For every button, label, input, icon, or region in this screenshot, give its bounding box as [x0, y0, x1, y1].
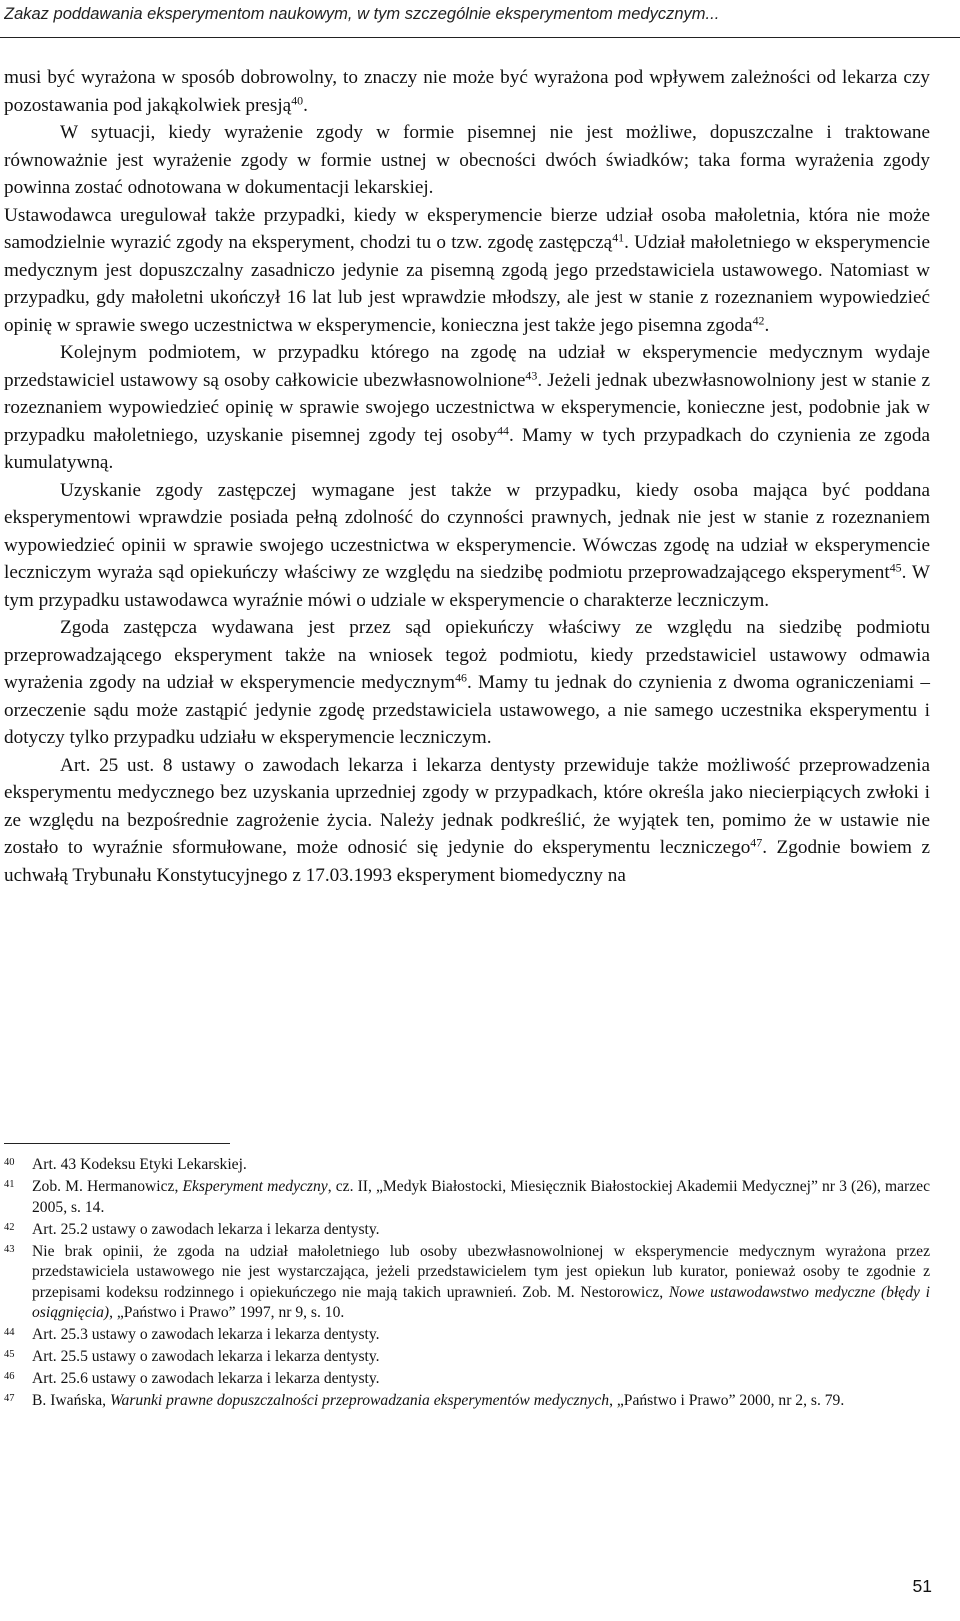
paragraph-text: Zgoda zastępcza wydawana jest przez sąd opiekuńczy właściwy ze względu na siedzibę podmiotu przeprowadzającego eksperyment także na wniosek tegoż podmiotu, kiedy przedstawiciel ustawowy odmawia wyrażenia zgody na udział w eksperymencie medycznym [4, 617, 930, 693]
paragraph-7 [4, 752, 930, 890]
footnote-number: 40 [4, 1157, 15, 1168]
footnotes-section [4, 1155, 930, 1413]
footnote-ref[interactable]: 42 [752, 312, 765, 327]
footnote-number: 43 [4, 1243, 15, 1255]
footnote-text: Art. 25.6 ustawy o zawodach lekarza i lekarza dentysty. [32, 1370, 380, 1387]
footnote-divider [4, 1143, 230, 1144]
footnote-number: 46 [4, 1371, 15, 1382]
paragraph-text: . Mamy tu jednak do czynienia z dwoma ograniczeniami – orzeczenie sądu może zastąpić jedynie zgodę przedstawiciela ustawowego, a nie samego uczestnika eksperymentu i dotyczy tylko przypadku udziału w eksperymencie leczniczym. [4, 672, 930, 748]
paragraph-text: . Zgodnie bowiem z uchwałą Trybunału Konstytucyjnego z 17.03.1993 eksperyment biomedyczny na [4, 837, 930, 886]
footnote-title: Nowe ustawodawstwo medyczne (błędy i osiągnięcia) [32, 1283, 930, 1321]
paragraph-text: Uzyskanie zgody zastępczej wymagane jest także w przypadku, kiedy osoba mająca być poddana eksperymentowi wprawdzie posiada pełną zdolność do czynności prawnych, jednak nie jest w stanie z rozeznaniem wypowiedzieć opinii w sprawie swojego uczestnictwa w eksperymencie. Wówczas zgodę na udział w eksperymencie leczniczym wyraża sąd opiekuńczy właściwy ze względu na siedzibę podmiotu przeprowadzającego eksperyment [4, 479, 930, 583]
footnote-number: 42 [4, 1221, 15, 1233]
footnote-ref[interactable]: 44 [497, 422, 509, 437]
footnote-item [4, 1391, 930, 1412]
paragraph-2 [4, 119, 930, 202]
footnote-item [4, 1369, 930, 1390]
footnote-text: B. Iwańska, [32, 1392, 110, 1409]
footnote-item [4, 1347, 930, 1368]
footnote-number: 41 [4, 1179, 15, 1190]
footnote-item [4, 1325, 930, 1346]
paragraph-text: . Mamy w tych przypadkach do czynienia ze zgoda kumulatywną. [4, 424, 930, 473]
paragraph-6 [4, 614, 930, 752]
footnote-text: Nie brak opinii, że zgoda na udział małoletniego lub osoby ubezwłasnowolnionej w eksperymencie medycznym wyrażona przez przedstawiciela ustawowego nie jest wystarczająca, jeżeli przedstawicielem tym jest opiekun lub kurator, ponieważ osoby te zgodnie z przepisami kodeksu rodzinnego i opiekuńczego nie mają takich uprawnień. Zob. M. Nestorowicz, [32, 1242, 930, 1301]
paragraph-text: W sytuacji, kiedy wyrażenie zgody w formie pisemnej nie jest możliwe, dopuszczalne i traktowane równoważnie jest wyrażenie zgody w formie ustnej w obecności dwóch świadków; taka forma wyrażenia zgody powinna zostać odnotowana w dokumentacji lekarskiej. [4, 122, 930, 198]
paragraph-text: . [764, 314, 770, 336]
paragraph-text: Ustawodawca uregulował także przypadki, kiedy w eksperymencie bierze udział osoba małoletnia, która nie może samodzielnie wyrazić zgody na eksperyment, chodzi tu o tzw. zgodę zastępczą [4, 204, 930, 253]
footnote-ref[interactable]: 40 [291, 92, 304, 107]
page-number: 51 [912, 1576, 932, 1596]
footnote-title: Warunki prawne dopuszczalności przeprowadzania eksperymentów medycznych [109, 1392, 610, 1409]
footnote-ref[interactable]: 45 [889, 560, 902, 575]
paragraph-text: Art. 25 ust. 8 ustawy o zawodach lekarza i lekarza dentysty przewiduje także możliwość przeprowadzenia eksperymentu medycznego bez uzyskania uprzedniej zgody w przypadkach, które określa jako niecierpiących zwłoki i ze względu na bezpośrednie zagrożenie życia. Należy jednak podkreślić, że wyjątek ten, pomimo że w ustawie nie zostało to wyraźnie sformułowane, może odnosić się jedynie do eksperymentu leczniczego [4, 754, 930, 858]
running-header: Zakaz poddawania eksperymentom naukowym, w tym szczególnie eksperymentom medycznym... [4, 5, 720, 23]
paragraph-1 [4, 64, 930, 119]
header-divider [0, 37, 960, 38]
footnote-text: Zob. M. Hermanowicz, [32, 1178, 183, 1195]
footnote-item [4, 1220, 930, 1241]
footnote-ref[interactable]: 43 [525, 367, 538, 382]
footnote-number: 47 [4, 1393, 15, 1404]
footnote-item [4, 1177, 930, 1218]
paragraph-text: . W tym przypadku ustawodawca wyraźnie mówi o udziale w eksperymencie o charakterze leczniczym. [4, 562, 930, 611]
paragraph-text: . Udział małoletniego w eksperymencie medycznym jest dopuszczalny zasadniczo jedynie za pisemną zgodą jego przedstawiciela ustawowego. Natomiast w przypadku, gdy małoletni ukończył 16 lat lub jest wprawdzie młodszy, ale jest w stanie z rozeznaniem wypowiedzieć opinię w sprawie swego uczestnictwa w eksperymencie, konieczna jest także jego pisemna zgoda [4, 232, 930, 336]
paragraph-4 [4, 339, 930, 477]
footnote-title: Eksperyment medyczny [182, 1178, 328, 1195]
footnote-text: Art. 43 Kodeksu Etyki Lekarskiej. [32, 1156, 247, 1173]
footnote-text: Art. 25.3 ustawy o zawodach lekarza i lekarza dentysty. [32, 1326, 380, 1343]
paragraph-text: musi być wyrażona w sposób dobrowolny, to znaczy nie może być wyrażona pod wpływem zależności od lekarza czy pozostawania pod jakąkolwiek presją [4, 67, 930, 116]
footnote-ref[interactable]: 46 [455, 670, 467, 685]
footnote-ref[interactable]: 47 [750, 835, 763, 850]
paragraph-3 [4, 202, 930, 340]
footnote-number: 45 [4, 1349, 15, 1360]
footnote-ref[interactable]: 41 [612, 230, 625, 245]
paragraph-text: . Jeżeli jednak ubezwłasnowolniony jest w stanie z rozeznaniem wypowiedzieć opinię w sprawie swojego uczestnictwa w eksperymencie, konieczne jest, podobnie jak w przypadku małoletniego, uzyskanie pisemnej zgody tej osoby [4, 369, 931, 446]
main-body-text [4, 64, 930, 889]
footnote-item [4, 1242, 930, 1324]
footnote-text: , cz. II, „Medyk Białostocki, Miesięcznik Białostockiej Akademii Medycznej” nr 3 (26), marzec 2005, s. 14. [32, 1178, 930, 1216]
footnote-text: Art. 25.5 ustawy o zawodach lekarza i lekarza dentysty. [32, 1348, 380, 1365]
paragraph-text: Kolejnym podmiotem, w przypadku którego na zgodę na udział w eksperymencie medycznym wydaje przedstawiciel ustawowy są osoby całkowicie ubezwłasnowolnione [4, 342, 930, 391]
paragraph-text: . [303, 94, 308, 116]
footnote-item [4, 1155, 930, 1176]
footnote-text: , „Państwo i Prawo” 1997, nr 9, s. 10. [109, 1304, 345, 1321]
footnote-text: Art. 25.2 ustawy o zawodach lekarza i lekarza dentysty. [32, 1220, 380, 1238]
footnote-text: , „Państwo i Prawo” 2000, nr 2, s. 79. [609, 1392, 845, 1409]
footnote-number: 44 [4, 1327, 15, 1338]
paragraph-5 [4, 477, 930, 615]
